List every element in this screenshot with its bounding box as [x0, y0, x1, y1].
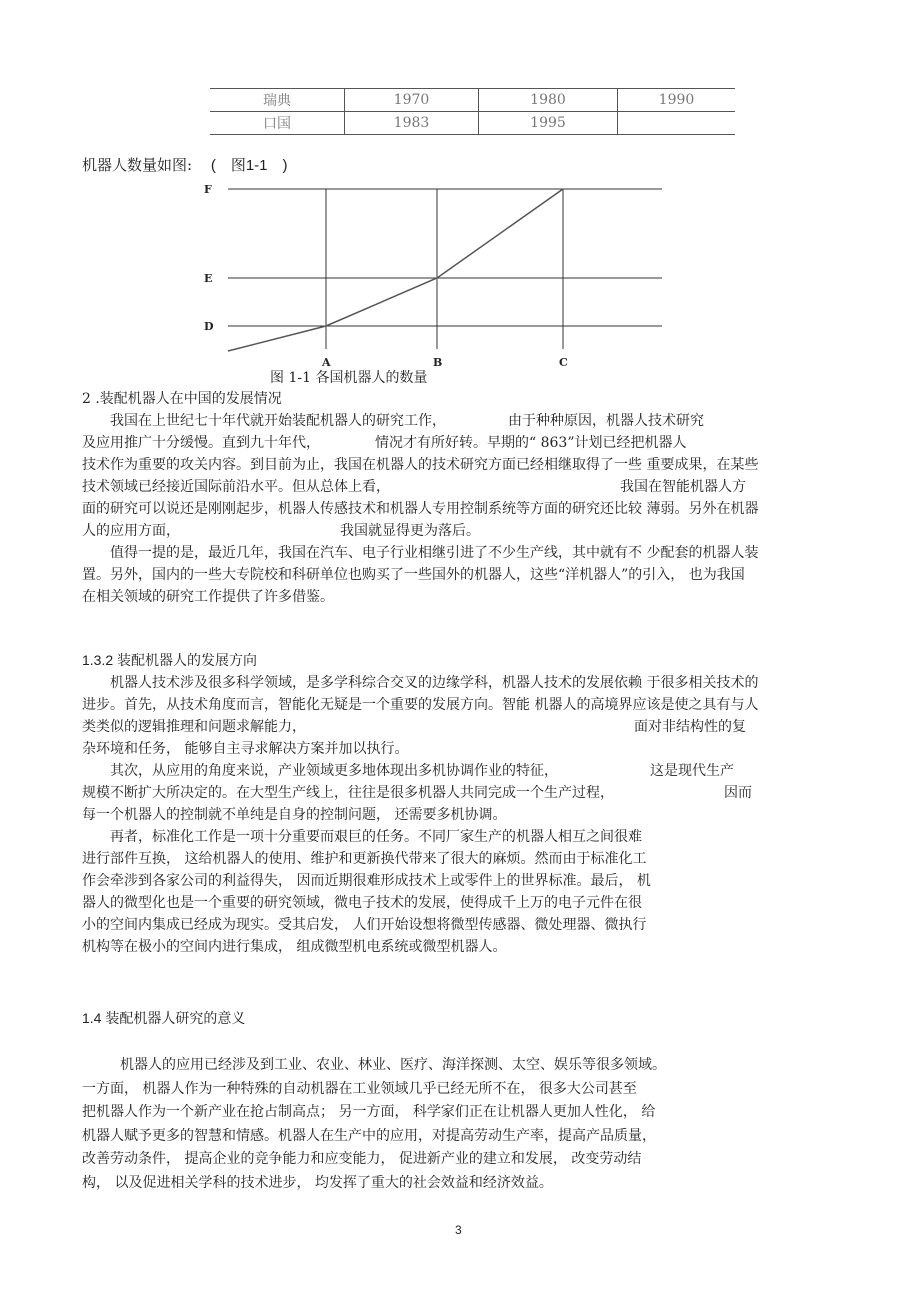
- text-line: 作会牵涉到各家公司的利益得失， 因而近期很难形成技术上或零件上的世界标准。最后， 机: [82, 873, 651, 889]
- y-label-e: E: [204, 272, 213, 285]
- text-line: 在相关领域的研究工作提供了许多借鉴。: [82, 589, 334, 605]
- text-line: 一方面， 机器人作为一种特殊的自动机器在工业领域几乎已经无所不在， 很多大公司甚至: [82, 1080, 637, 1097]
- text-line: 我国在智能机器人方: [620, 479, 746, 495]
- section132-paragraphs: [82, 672, 758, 958]
- table-cell: 1970: [345, 89, 479, 112]
- section-heading: [82, 650, 257, 670]
- table-cell: 瑞典: [263, 93, 291, 109]
- text-line: 情况才有所好转。早期的“ 863”计划已经把机器人: [375, 435, 687, 451]
- table-cell: 1980: [479, 89, 618, 112]
- table-row: [210, 112, 735, 135]
- section-heading-text: 1.4 装配机器人研究的意义: [82, 1010, 246, 1026]
- x-label-b: B: [433, 356, 443, 369]
- y-label-d: D: [204, 320, 214, 333]
- text-line: 小的空间内集成已经成为现实。受其启发， 人们开始设想将微型传感器、微处理器、微执行: [82, 917, 647, 933]
- text-line: 进步。首先，从技术角度而言，智能化无疑是一个重要的发展方向。智能 机器人的高境界应该是使之具有与人: [82, 697, 759, 713]
- text-line: 进行部件互换， 这给机器人的使用、维护和更新换代带来了很大的麻烦。然而由于标准化工: [82, 851, 647, 867]
- text-line: 杂环境和任务， 能够自主寻求解决方案并加以执行。: [82, 741, 409, 757]
- text-line: 值得一提的是，最近几年，我国在汽车、电子行业相继引进了不少生产线，其中就有不 少配套的机器人装: [110, 545, 759, 561]
- text-line: 每一个机器人的控制就不单纯是自身的控制问题， 还需要多机协调。: [82, 807, 507, 823]
- robot-count-chart: [196, 174, 668, 374]
- table-cell: 1995: [479, 112, 618, 135]
- text-line: 技术领域已经接近国际前沿水平。但从总体上看，: [82, 479, 390, 495]
- text-line: 其次，从应用的角度来说，产业领域更多地体现出多机协调作业的特征，: [110, 763, 558, 779]
- x-label-c: C: [559, 356, 568, 369]
- text-line: 我国就显得更为落后。: [340, 523, 480, 539]
- text-line: 机器人技术涉及很多科学领域，是多学科综合交叉的边缘学科，机器人技术的发展依赖 于很多相关技术的: [110, 675, 759, 691]
- text-line: 再者，标准化工作是一项十分重要而艰巨的任务。不同厂家生产的机器人相互之间很难: [110, 829, 642, 845]
- figure-caption: 图 1-1 各国机器人的数量: [270, 370, 428, 386]
- section14-paragraph: [82, 1054, 666, 1195]
- x-label-a: A: [322, 356, 331, 369]
- section-heading: [82, 1008, 245, 1028]
- text-line: 置。另外，国内的一些大专院校和科研单位也购买了一些国外的机器人，这些“洋机器人”的引入， 也为我国: [82, 567, 745, 583]
- country-year-table: [210, 88, 735, 135]
- table-cell: [618, 112, 736, 135]
- text-line: 改善劳动条件， 提高企业的竞争能力和应变能力， 促进新产业的建立和发展， 改变劳动结: [82, 1151, 642, 1167]
- figure-intro: [82, 154, 288, 175]
- text-line: 人的应用方面，: [82, 523, 180, 539]
- series-line: [228, 189, 563, 351]
- table-cell: 口国: [263, 116, 291, 132]
- text-line: 机器人的应用已经涉及到工业、农业、林业、医疗、海洋探测、太空、娱乐等很多领域。: [120, 1057, 666, 1073]
- text-line: 构， 以及促进相关学科的技术进步， 均发挥了重大的社会效益和经济效益。: [82, 1174, 553, 1191]
- figure-intro-ref: ( 图1-1 ): [210, 157, 288, 174]
- section-heading-text: 1.3.2 装配机器人的发展方向: [82, 652, 258, 668]
- text-line: 面的研究可以说还是刚刚起步，机器人传感技术和机器人专用控制系统等方面的研究还比较 薄弱。另外在机器: [82, 501, 759, 517]
- text-line: 类类似的逻辑推理和问题求解能力，: [82, 719, 306, 735]
- text-line: 器人的微型化也是一个重要的研究领域，微电子技术的发展，使得成千上万的电子元件在很: [82, 895, 642, 911]
- text-line: 技术作为重要的攻关内容。到目前为止，我国在机器人的技术研究方面已经相继取得了一些 重要成果，在某些: [82, 457, 759, 473]
- text-line: 及应用推广十分缓慢。直到九十年代，: [82, 435, 320, 451]
- text-line: 机器人赋予更多的智慧和情感。机器人在生产中的应用，对提高劳动生产率，提高产品质量，: [82, 1127, 656, 1144]
- text-line: 我国在上世纪七十年代就开始装配机器人的研究工作，: [110, 413, 446, 429]
- text-line: 因而: [724, 785, 752, 801]
- text-line: 规模不断扩大所决定的。在大型生产线上，往往是很多机器人共同完成一个生产过程，: [82, 785, 614, 801]
- y-label-f: F: [204, 183, 212, 196]
- text-line: 机构等在极小的空间内进行集成， 组成微型机电系统或微型机器人。: [82, 939, 507, 955]
- figure-intro-label: 机器人数量如图:: [82, 156, 193, 174]
- section2-paragraph: [82, 410, 758, 608]
- text-line: 由于种种原因，机器人技术研究: [508, 413, 704, 429]
- text-line: 这是现代生产: [650, 763, 734, 779]
- table-row: [210, 89, 735, 112]
- page-number: 3: [455, 1223, 462, 1237]
- text-line: 把机器人作为一个新产业在抢占制高点； 另一方面， 科学家们正在让机器人更加人性化， 给: [82, 1104, 656, 1120]
- table-cell: 1990: [618, 89, 736, 112]
- table-cell: 1983: [345, 112, 479, 135]
- text-line: 面对非结构性的复: [634, 719, 746, 735]
- section-heading: 2 .装配机器人在中国的发展情况: [82, 391, 282, 407]
